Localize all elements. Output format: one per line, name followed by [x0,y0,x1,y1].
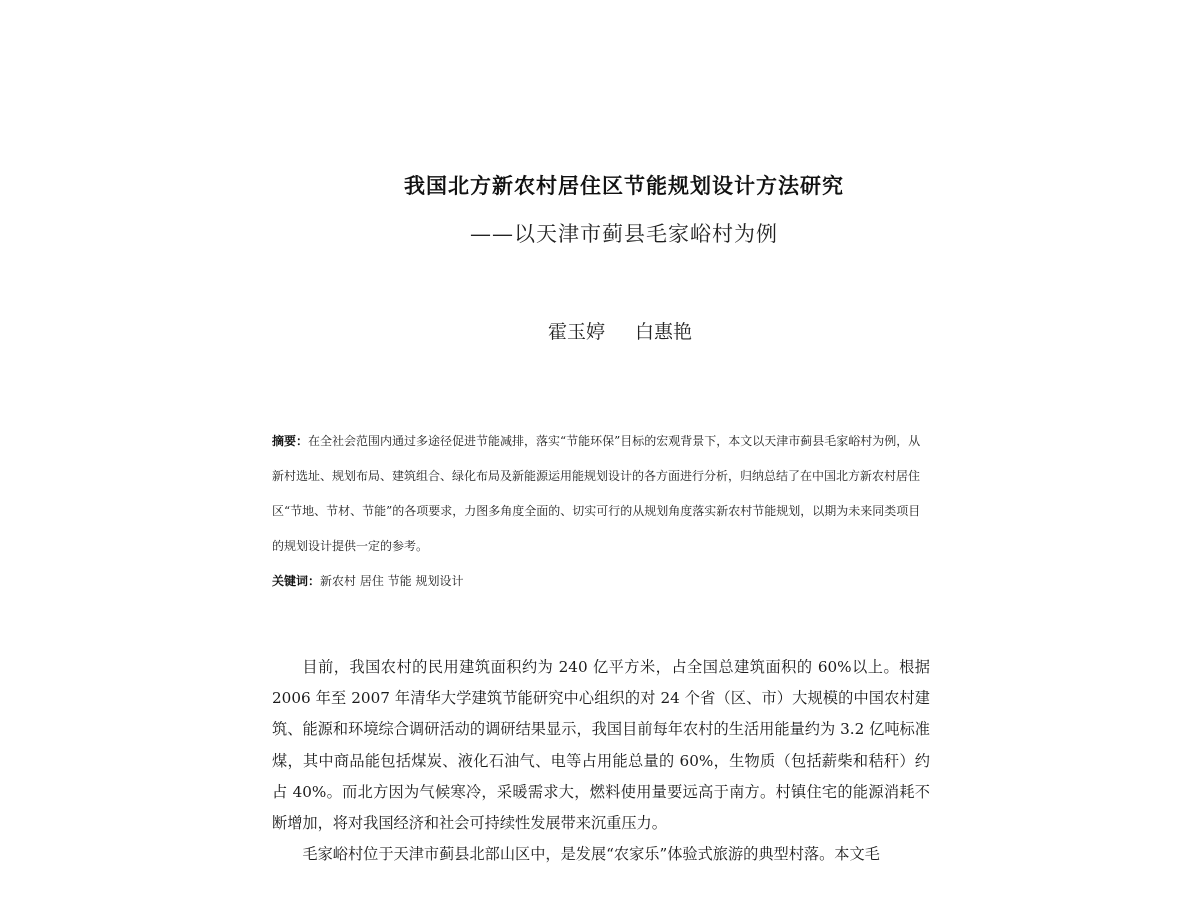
paper-title: 我国北方新农村居住区节能规划设计方法研究 [404,174,844,198]
body-text [272,652,930,870]
abstract-block [272,424,928,564]
author-name: 霍玉婷 [547,321,605,343]
author-name: 白惠艳 [635,321,693,343]
keywords-text: 新农村 居住 节能 规划设计 [320,574,464,588]
paper-subtitle: ——以天津市蓟县毛家峪村为例 [470,222,778,246]
keywords-block [272,570,928,592]
body-paragraph: 毛家峪村位于天津市蓟县北部山区中，是发展“农家乐”体验式旅游的典型村落。本文毛 [302,845,880,864]
abstract-text: 在全社会范围内通过多途径促进节能减排，落实“节能环保”目标的宏观背景下，本文以天津市蓟县毛家峪村为例，从新村选址、规划布局、建筑组合、绿化布局及新能源运用能规划设计的各方面进行分析，归纳总结了在中国北方新农村居住区“节地、节材、节能”的各项要求，力图多角度全面的、切实可行的从规划角度落实新农村节能规划，以期为未来同类项目的规划设计提供一定的参考。 [272,434,921,553]
abstract-label: 摘要： [272,434,309,448]
author-list [0,317,1200,344]
keywords-label: 关键词： [272,574,321,588]
body-paragraph: 目前，我国农村的民用建筑面积约为 240 亿平方米，占全国总建筑面积的 60%以上。根据 2006 年至 2007 年清华大学建筑节能研究中心组织的对 24 个省（区、市）大规模的中国农村建筑、能源和环境综合调研活动的调研结果显示，我国目前每年农村的生活用能量约为 3.2 亿吨标准煤，其中商品能包括煤炭、液化石油气、电等占用能总量的 60%，生物质（包括薪柴和秸秆）约占 40%。而北方因为气候寒冷，采暖需求大，燃料使用量要远高于南方。村镇住宅的能源消耗不断增加，将对我国经济和社会可持续性发展带来沉重压力。 [272,658,930,833]
